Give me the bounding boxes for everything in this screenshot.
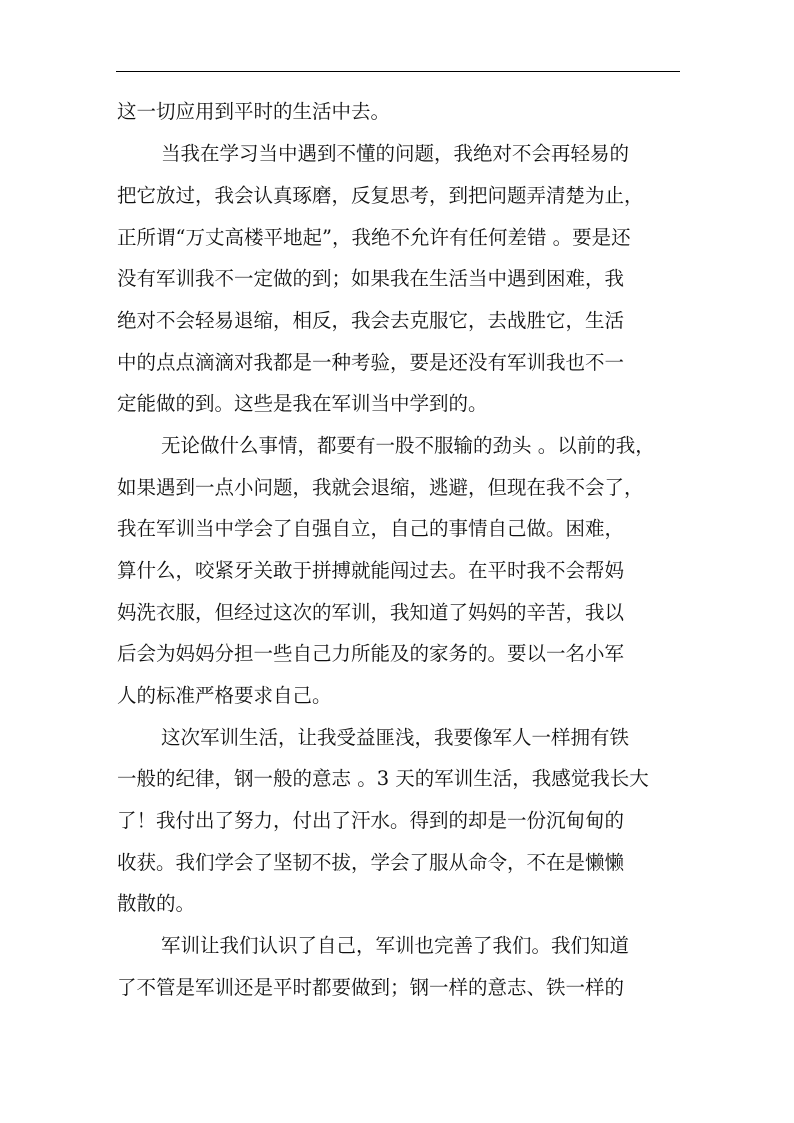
text-line: 定能做的到。这些是我在军训当中学到的。 <box>117 392 488 415</box>
text-line: 算什么，咬紧牙关敢于拼搏就能闯过去。在平时我不会帮妈 <box>117 559 625 582</box>
text-line: 把它放过，我会认真琢磨，反复思考，到把问题弄清楚为止， <box>117 184 644 207</box>
text-line: 人的标准严格要求自己。 <box>117 684 332 707</box>
text-line: 当我在学习当中遇到不懂的问题，我绝对不会再轻易的 <box>161 142 630 165</box>
text-line: 一般的纪律，钢一般的意志 。3 天的军训生活，我感觉我长大 <box>117 767 649 790</box>
text-line: 妈洗衣服，但经过这次的军训，我知道了妈妈的辛苦，我以 <box>117 601 625 624</box>
text-line: 绝对不会轻易退缩，相反，我会去克服它，去战胜它，生活 <box>117 309 625 332</box>
text-line: 收获。我们学会了坚韧不拔，学会了服从命令，不在是懒懒 <box>117 851 625 874</box>
text-line: 散散的。 <box>117 892 196 915</box>
text-line: 这次军训生活，让我受益匪浅，我要像军人一样拥有铁 <box>161 726 630 749</box>
text-line: 了！我付出了努力，付出了汗水。得到的却是一份沉甸甸的 <box>117 809 625 832</box>
text-line: 如果遇到一点小问题，我就会退缩，逃避，但现在我不会了， <box>117 476 644 499</box>
text-line: 无论做什么事情，都要有一股不服输的劲头 。以前的我， <box>161 434 655 457</box>
text-line: 后会为妈妈分担一些自己力所能及的家务的。要以一名小军 <box>117 642 625 665</box>
text-line: 正所谓“万丈高楼平地起”，我绝不允许有任何差错 。要是还 <box>117 226 631 249</box>
text-line: 我在军训当中学会了自强自立，自己的事情自己做。困难， <box>117 517 625 540</box>
text-line: 军训让我们认识了自己，军训也完善了我们。我们知道 <box>161 934 630 957</box>
header-rule <box>116 71 680 72</box>
text-line: 这一切应用到平时的生活中去。 <box>117 100 391 123</box>
text-line: 中的点点滴滴对我都是一种考验，要是还没有军训我也不一 <box>117 351 625 374</box>
text-line: 了不管是军训还是平时都要做到；钢一样的意志、铁一样的 <box>117 976 625 999</box>
text-line: 没有军训我不一定做的到；如果我在生活当中遇到困难，我 <box>117 267 625 290</box>
